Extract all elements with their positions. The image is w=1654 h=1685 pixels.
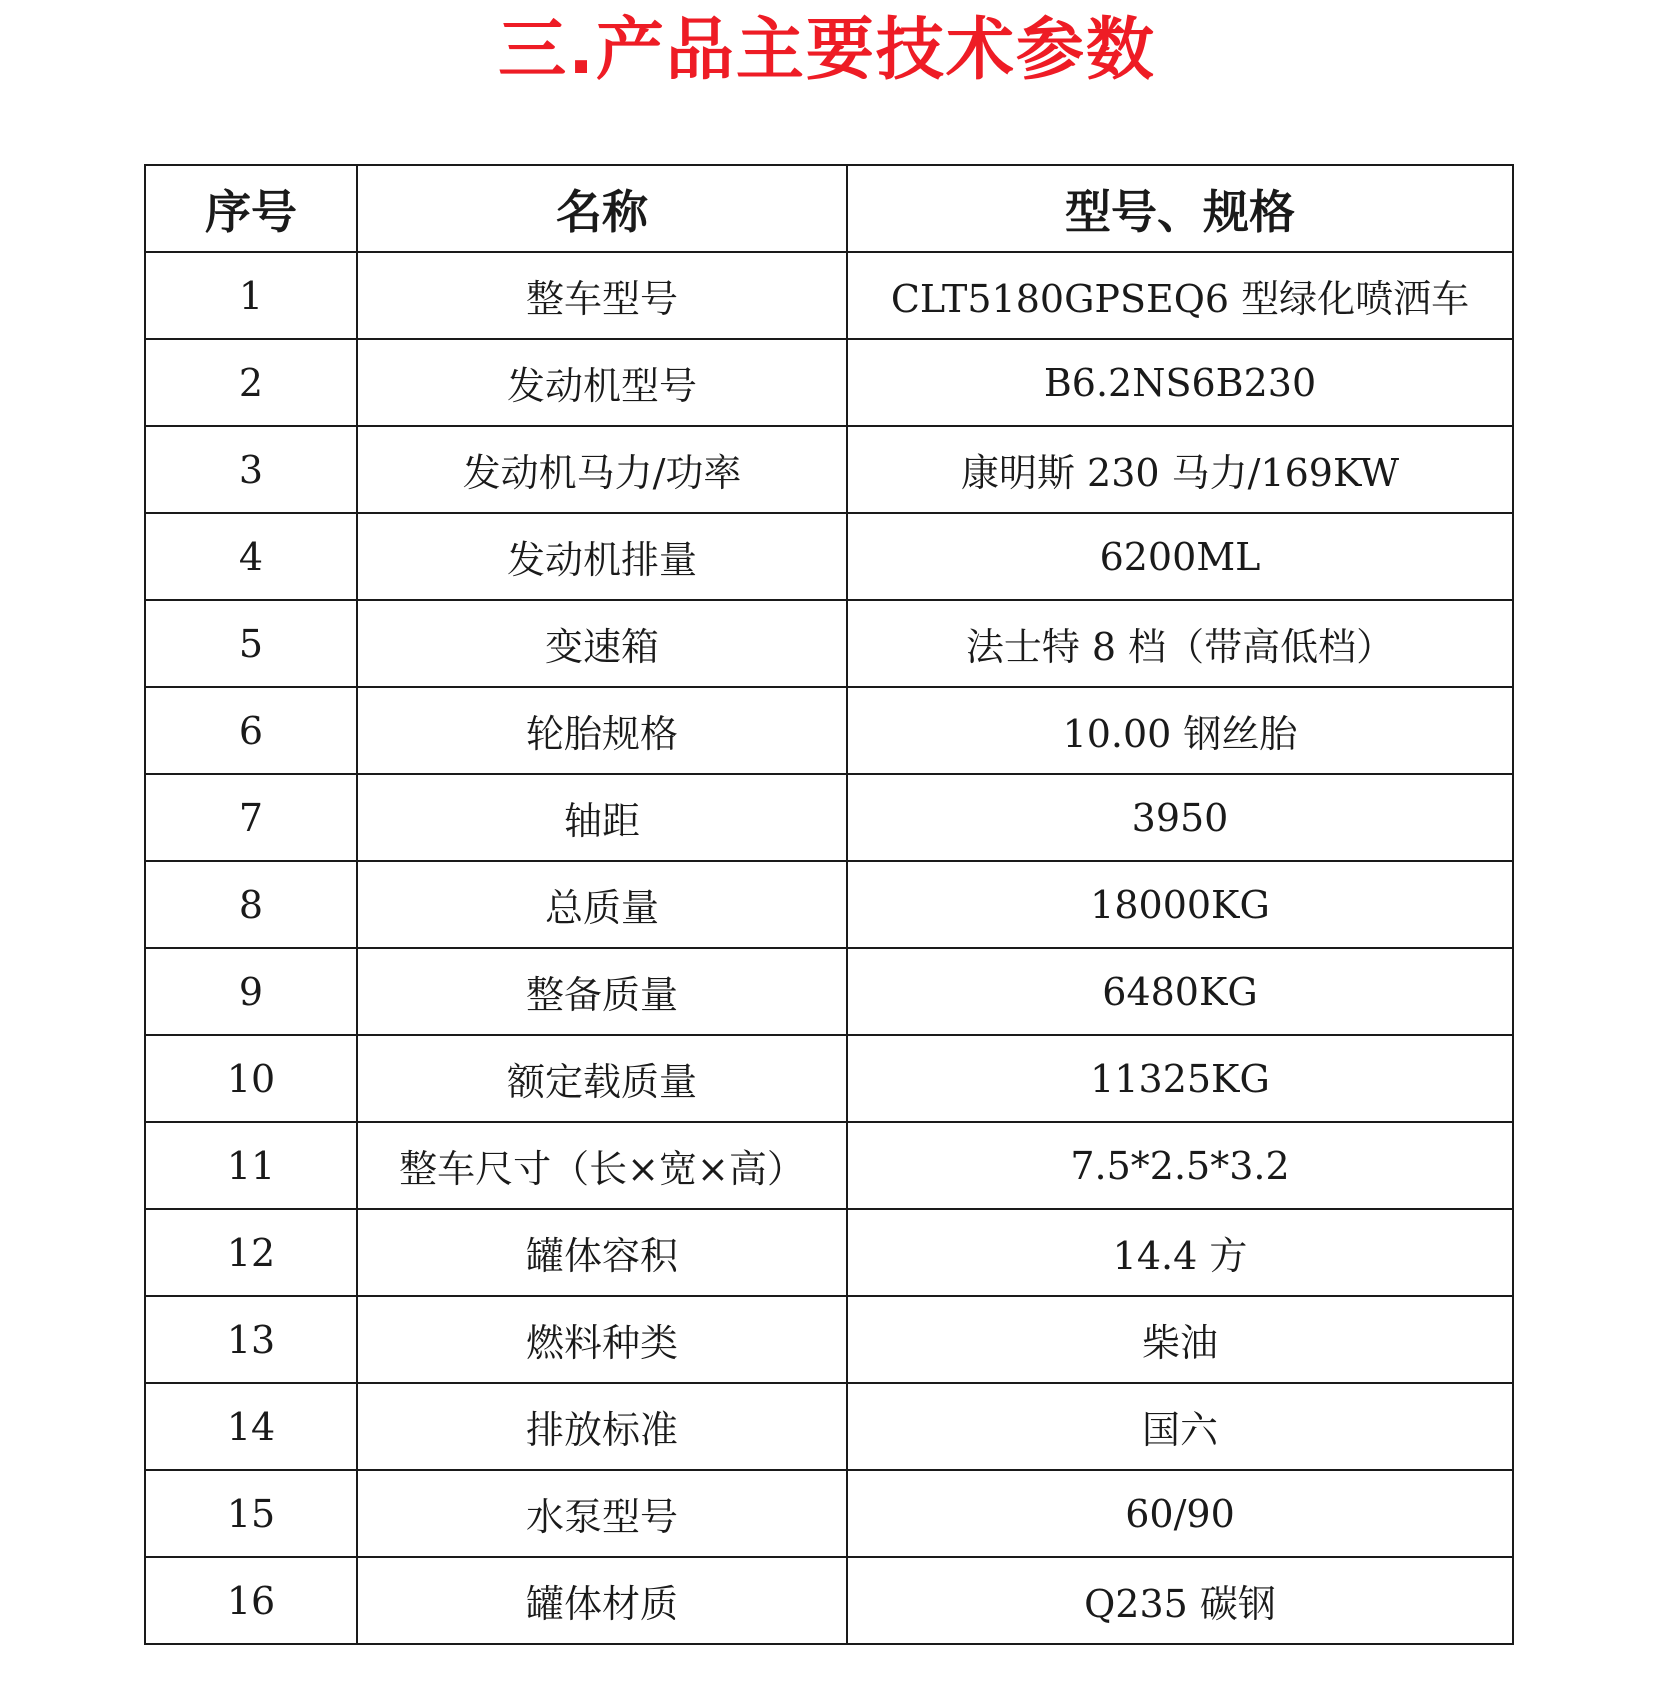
row-spec: 国六: [847, 1383, 1513, 1470]
row-number: 6: [145, 687, 357, 774]
row-name: 发动机型号: [357, 339, 847, 426]
row-number: 3: [145, 426, 357, 513]
row-number: 16: [145, 1557, 357, 1644]
table-row: [145, 1557, 1513, 1644]
row-spec: B6.2NS6B230: [847, 339, 1513, 426]
table-row: [145, 513, 1513, 600]
row-number: 10: [145, 1035, 357, 1122]
table-row: [145, 252, 1513, 339]
row-spec: 11325KG: [847, 1035, 1513, 1122]
table-row: [145, 861, 1513, 948]
row-name: 排放标准: [357, 1383, 847, 1470]
row-spec: 60/90: [847, 1470, 1513, 1557]
row-spec: 柴油: [847, 1296, 1513, 1383]
column-header-name: 名称: [357, 165, 847, 252]
table-row: [145, 1296, 1513, 1383]
table-row: [145, 1035, 1513, 1122]
row-spec: 6200ML: [847, 513, 1513, 600]
row-name: 燃料种类: [357, 1296, 847, 1383]
table-row: [145, 1383, 1513, 1470]
row-spec: CLT5180GPSEQ6 型绿化喷洒车: [847, 252, 1513, 339]
row-name: 罐体容积: [357, 1209, 847, 1296]
row-number: 2: [145, 339, 357, 426]
row-name: 发动机排量: [357, 513, 847, 600]
spec-table: [144, 164, 1514, 1645]
table-row: [145, 948, 1513, 1035]
row-number: 7: [145, 774, 357, 861]
row-spec: Q235 碳钢: [847, 1557, 1513, 1644]
row-number: 1: [145, 252, 357, 339]
row-name: 额定载质量: [357, 1035, 847, 1122]
row-number: 9: [145, 948, 357, 1035]
row-number: 11: [145, 1122, 357, 1209]
row-spec: 7.5*2.5*3.2: [847, 1122, 1513, 1209]
row-number: 13: [145, 1296, 357, 1383]
row-name: 发动机马力/功率: [357, 426, 847, 513]
row-name: 总质量: [357, 861, 847, 948]
row-name: 整备质量: [357, 948, 847, 1035]
table-row: [145, 600, 1513, 687]
row-spec: 法士特 8 档（带高低档）: [847, 600, 1513, 687]
row-spec: 18000KG: [847, 861, 1513, 948]
row-name: 变速箱: [357, 600, 847, 687]
row-name: 整车尺寸（长×宽×高）: [357, 1122, 847, 1209]
row-name: 轴距: [357, 774, 847, 861]
table-row: [145, 426, 1513, 513]
table-row: [145, 339, 1513, 426]
column-header-number: 序号: [145, 165, 357, 252]
row-number: 8: [145, 861, 357, 948]
row-spec: 3950: [847, 774, 1513, 861]
table-row: [145, 774, 1513, 861]
row-number: 12: [145, 1209, 357, 1296]
table-row: [145, 1122, 1513, 1209]
row-name: 水泵型号: [357, 1470, 847, 1557]
row-spec: 14.4 方: [847, 1209, 1513, 1296]
row-name: 轮胎规格: [357, 687, 847, 774]
row-spec: 康明斯 230 马力/169KW: [847, 426, 1513, 513]
row-spec: 6480KG: [847, 948, 1513, 1035]
table-row: [145, 687, 1513, 774]
row-number: 5: [145, 600, 357, 687]
row-number: 4: [145, 513, 357, 600]
row-name: 罐体材质: [357, 1557, 847, 1644]
row-number: 15: [145, 1470, 357, 1557]
table-header-row: [145, 165, 1513, 252]
row-name: 整车型号: [357, 252, 847, 339]
column-header-spec: 型号、规格: [847, 165, 1513, 252]
row-number: 14: [145, 1383, 357, 1470]
table-row: [145, 1209, 1513, 1296]
row-spec: 10.00 钢丝胎: [847, 687, 1513, 774]
table-row: [145, 1470, 1513, 1557]
page-title: 三.产品主要技术参数: [498, 11, 1156, 90]
